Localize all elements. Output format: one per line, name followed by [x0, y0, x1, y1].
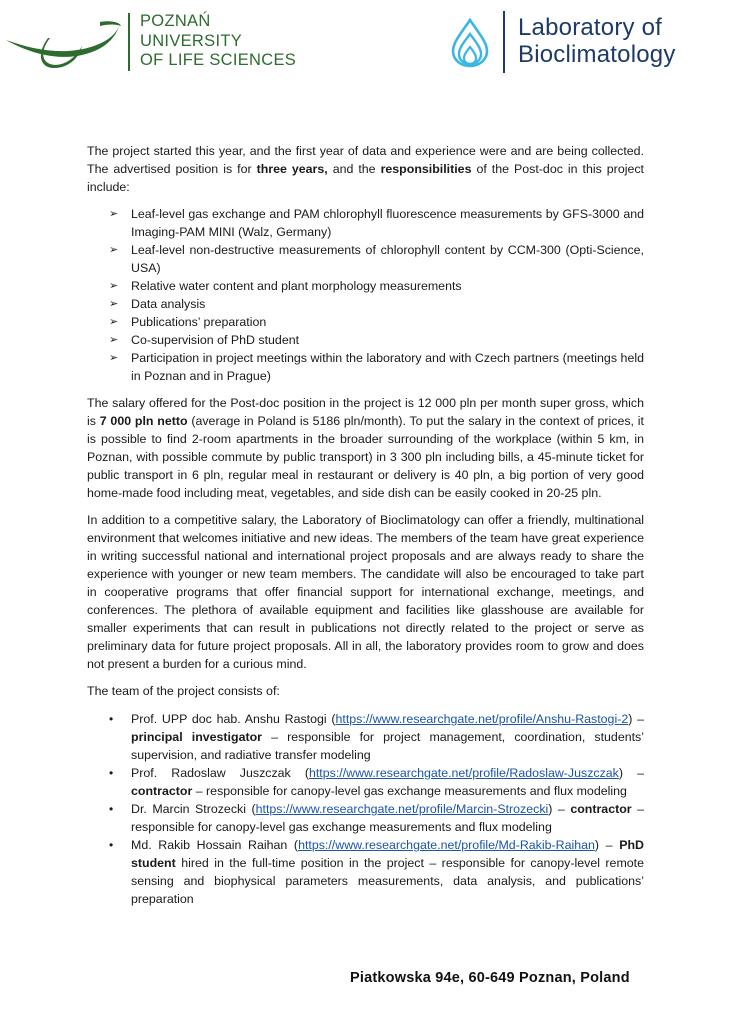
bullet-icon: •: [109, 838, 114, 852]
arrow-bullet-icon: ➢: [109, 280, 119, 292]
member-role: PhD student: [131, 838, 644, 870]
separator: ) –: [628, 712, 644, 726]
intro-text: of the Post-doc in this project include:: [87, 162, 644, 194]
laboratory-name-line1: Laboratory of: [518, 14, 663, 41]
responsibility-text: Participation in project meetings within the laboratory and with Czech partners (meetings held in Poznan and in Prague): [131, 351, 644, 383]
responsibility-text: Leaf-level gas exchange and PAM chlorophyll fluorescence measurements by GFS-3000 and Imaging-PAM MINI (Walz, Germany): [131, 207, 644, 239]
intro-text: and the: [327, 162, 381, 176]
environment-paragraph: In addition to a competitive salary, the Laboratory of Bioclimatology can offer a friendly, multinational environment that welcomes initiative and new ideas. The members of the team have great experience in writing successful national and international project proposals and are always ready to share the experience with younger or new team members. The candidate will also be encouraged to take part in cooperative programs that offer financial support for international exchange, meetings, and conferences. The plethora of available equipment and facilities like glasshouse are available for smaller experiments that can result in publications not directly related to the project or serve as preliminary data for future project proposals. All in all, the laboratory provides room to grow and does not present a burden for a curious mind.: [87, 513, 644, 671]
profile-link[interactable]: https://www.researchgate.net/profile/Anshu-Rastogi-2: [335, 712, 629, 726]
team-member-item: [109, 836, 644, 908]
member-role: principal investigator: [131, 730, 262, 744]
university-name-line3: OF LIFE SCIENCES: [140, 51, 297, 69]
profile-link[interactable]: https://www.researchgate.net/profile/Md-Rakib-Raihan: [298, 838, 595, 852]
member-description: – responsible for project management, coordination, students’ supervision, and radiative transfer modeling: [131, 730, 644, 762]
arrow-bullet-icon: ➢: [109, 298, 119, 310]
responsibility-text: Publications’ preparation: [131, 315, 267, 329]
separator: ) –: [548, 802, 571, 816]
member-name: Prof. Radoslaw Juszczak (: [131, 766, 309, 780]
separator: ) –: [618, 766, 644, 780]
responsibilities-highlight: responsibilities: [380, 162, 472, 176]
arrow-bullet-icon: ➢: [109, 208, 119, 220]
profile-link[interactable]: https://www.researchgate.net/profile/Marcin-Strozecki: [255, 802, 549, 816]
bullet-icon: •: [109, 712, 114, 726]
member-name: Prof. UPP doc hab. Anshu Rastogi (: [131, 712, 336, 726]
member-name: Md. Rakib Hossain Raihan (: [131, 838, 299, 852]
laboratory-name-line2: Bioclimatology: [518, 41, 676, 68]
list-item: [109, 277, 644, 295]
arrow-bullet-icon: ➢: [109, 316, 119, 328]
team-member-item: [109, 764, 644, 800]
bullet-icon: •: [109, 766, 114, 780]
responsibility-text: Leaf-level non-destructive measurements of chlorophyll content by CCM-300 (Opti-Science, USA): [131, 243, 644, 275]
responsibilities-list: [87, 205, 644, 385]
university-name-line1: POZNAŃ: [140, 12, 211, 30]
responsibility-text: Co-supervision of PhD student: [131, 333, 300, 347]
letterhead: [0, 0, 730, 80]
arrow-bullet-icon: ➢: [109, 334, 119, 346]
university-divider: [128, 13, 130, 71]
lab-divider: [503, 11, 505, 73]
duration-highlight: three years,: [256, 162, 328, 176]
team-list: [87, 710, 644, 908]
bullet-icon: •: [109, 802, 114, 816]
intro-paragraph: [87, 142, 644, 196]
university-name: [140, 12, 296, 71]
team-member-item: [109, 800, 645, 836]
document-body: [87, 142, 644, 908]
list-item: [109, 349, 644, 385]
arrow-bullet-icon: ➢: [109, 352, 119, 364]
member-description: – responsible for canopy-level gas exchange measurements and flux modeling: [131, 802, 645, 834]
member-description: hired in the full-time position in the project – responsible for canopy-level remote sensing and biophysical parameters measurements, data analysis, and publications’ preparation: [131, 856, 644, 906]
member-description: – responsible for canopy-level gas exchange measurements and flux modeling: [192, 784, 627, 798]
member-name: Dr. Marcin Strozecki (: [131, 802, 256, 816]
footer-address: Piatkowska 94e, 60-649 Poznan, Poland: [350, 970, 630, 986]
member-role: contractor: [570, 802, 632, 816]
university-name-line2: UNIVERSITY: [140, 31, 243, 50]
list-item: [109, 241, 644, 277]
profile-link[interactable]: https://www.researchgate.net/profile/Radoslaw-Juszczak: [308, 766, 619, 780]
list-item: [109, 331, 644, 349]
responsibility-text: Data analysis: [131, 297, 206, 311]
team-intro: The team of the project consists of:: [87, 684, 280, 698]
member-role: contractor: [131, 784, 193, 798]
intro-text: The project started this year, and the first year of data and experience were and are being collected. The advertised position is for: [87, 144, 644, 176]
list-item: [109, 295, 644, 313]
separator: ) –: [594, 838, 620, 852]
salary-text: (average in Poland is 5186 pln/month). To put the salary in the context of prices, it is possible to find 2-room apartments in the broader surrounding of the workplace (within 5 km, in Poznan, with possible commute by public transport) in 3 300 pln including bills, a 45-minute ticket for public transport in 6 pln, regular meal in restaurant or delivery is 40 pln, a big portion of very good home-made food including meat, vegetables, and side dish can be easily cooked in 20-25 pln.: [87, 414, 644, 500]
arrow-bullet-icon: ➢: [109, 244, 119, 256]
salary-paragraph: [87, 394, 644, 502]
university-swoosh-logo-icon: [4, 12, 124, 68]
water-drop-logo-icon: [450, 18, 490, 68]
laboratory-name: [518, 14, 676, 68]
list-item: [109, 313, 644, 331]
net-salary-highlight: 7 000 pln netto: [99, 414, 188, 428]
team-member-item: [109, 710, 644, 764]
responsibility-text: Relative water content and plant morphology measurements: [131, 279, 462, 293]
salary-text: The salary offered for the Post-doc position in the project is 12 000 pln per month super gross, which is: [87, 396, 644, 428]
list-item: [109, 205, 644, 241]
